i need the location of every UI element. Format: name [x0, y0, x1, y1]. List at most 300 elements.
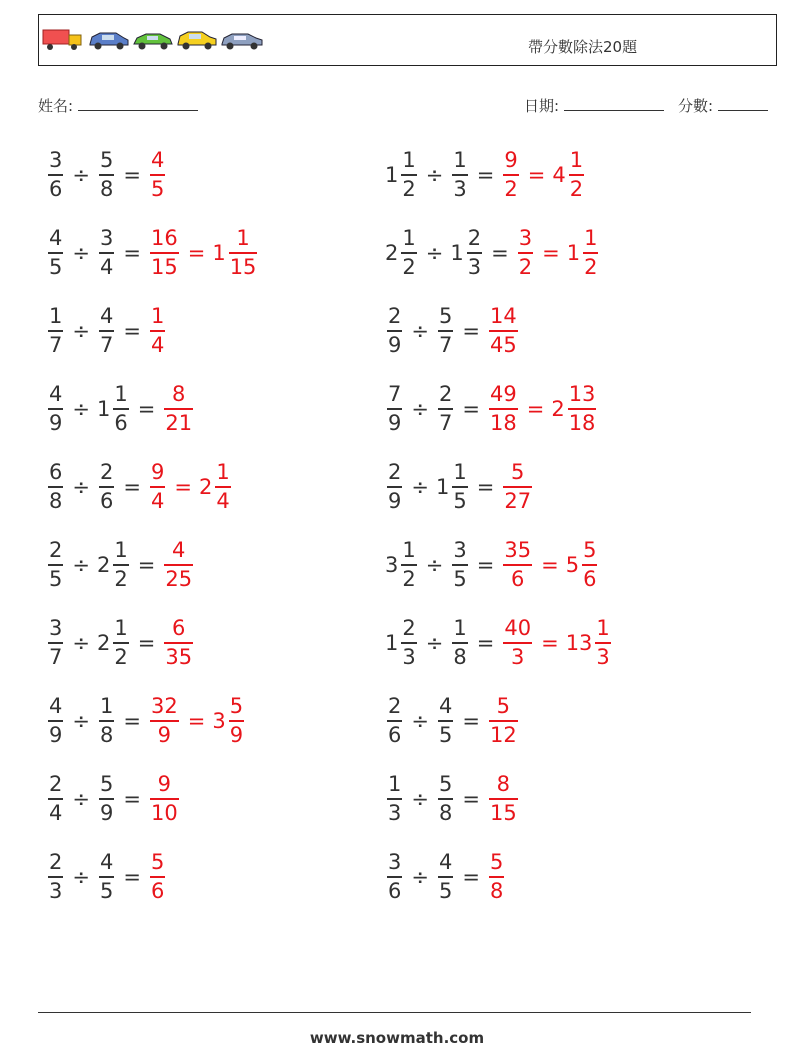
- answer-mixed-whole: 2: [198, 475, 213, 499]
- answer-mixed-fraction: [215, 462, 230, 512]
- dividend-group: [46, 384, 65, 434]
- answer-group: [148, 150, 167, 200]
- dividend-fraction: [48, 696, 63, 746]
- answer: [148, 852, 167, 902]
- answer-denominator: 3: [503, 642, 532, 668]
- problem-row: [385, 767, 520, 831]
- divisor-group: [450, 228, 484, 278]
- divisor-denominator: 7: [99, 330, 114, 356]
- dividend-numerator: 7: [388, 382, 402, 406]
- answer-denominator: 6: [503, 564, 532, 590]
- answer: [487, 696, 520, 746]
- divisor-group: [450, 540, 469, 590]
- dividend-fraction: [387, 696, 402, 746]
- answer-numerator: 4: [172, 538, 186, 562]
- answer-mixed-numerator: 1: [569, 148, 584, 172]
- problem-row: [46, 299, 167, 363]
- yellow-car-icon: [178, 32, 216, 50]
- divisor-numerator: 1: [453, 616, 467, 640]
- answer-numerator: 4: [150, 148, 165, 172]
- divide-sign: ÷: [72, 319, 90, 343]
- answer-fraction: [489, 696, 518, 746]
- problem-row: [46, 611, 195, 675]
- problem-row: [46, 143, 167, 207]
- green-car-icon: [134, 34, 172, 50]
- answer-fraction: [489, 852, 504, 902]
- answer-numerator: 9: [150, 460, 165, 484]
- dividend-whole: 1: [385, 631, 399, 655]
- divisor-whole: 2: [96, 631, 111, 655]
- answer-denominator: 18: [489, 408, 518, 434]
- divisor-numerator: 4: [438, 850, 453, 874]
- divisor-fraction: [467, 228, 482, 278]
- divisor-fraction: [99, 852, 114, 902]
- divisor-numerator: 1: [453, 148, 467, 172]
- name-line[interactable]: [78, 96, 198, 111]
- answer-fraction: [503, 540, 532, 590]
- answer-mixed-group: [552, 150, 586, 200]
- divisor-group: [436, 852, 455, 902]
- answer-group: [148, 228, 181, 278]
- problem-row: [385, 221, 600, 285]
- answer-group: [162, 540, 195, 590]
- equals-sign: =: [462, 709, 480, 733]
- answer: [501, 150, 586, 200]
- equals-sign: =: [123, 241, 141, 265]
- answer-mixed-denominator: 6: [582, 564, 597, 590]
- answer-group: [501, 150, 520, 200]
- answer: [162, 618, 195, 668]
- equals-sign: =: [476, 475, 495, 499]
- divisor-denominator: 5: [438, 720, 453, 746]
- dividend-denominator: 2: [401, 252, 416, 278]
- divisor-numerator: 1: [114, 538, 128, 562]
- dividend-numerator: 3: [388, 850, 402, 874]
- equals-sign: =: [137, 631, 156, 655]
- answer-mixed-denominator: 2: [583, 252, 598, 278]
- dividend-numerator: 4: [49, 226, 63, 250]
- dividend-group: [46, 696, 65, 746]
- answer-group: [148, 852, 167, 902]
- divisor-numerator: 5: [99, 148, 114, 172]
- answer-fraction: [164, 540, 193, 590]
- dividend-denominator: 2: [401, 564, 416, 590]
- divisor-fraction: [452, 618, 467, 668]
- answer-fraction: [503, 150, 518, 200]
- blue-car-icon: [90, 33, 128, 50]
- divisor-group: [97, 150, 116, 200]
- problem-row: [46, 767, 181, 831]
- problem-row: [46, 221, 259, 285]
- answer: [501, 462, 534, 512]
- answer-mixed-numerator: 13: [568, 382, 596, 406]
- divisor-denominator: 8: [452, 642, 467, 668]
- answer: [148, 228, 259, 278]
- divisor-denominator: 7: [438, 330, 453, 356]
- dividend-denominator: 4: [48, 798, 63, 824]
- dividend-fraction: [48, 384, 63, 434]
- answer-mixed-fraction: [229, 228, 258, 278]
- answer-group: [148, 462, 167, 512]
- dividend-numerator: 3: [49, 148, 63, 172]
- dividend-group: [385, 618, 419, 668]
- car-icons: [42, 26, 272, 56]
- answer-numerator: 3: [518, 226, 533, 250]
- dividend-fraction: [387, 852, 402, 902]
- divide-sign: ÷: [72, 865, 90, 889]
- divisor-numerator: 5: [99, 772, 114, 796]
- divisor-group: [450, 618, 469, 668]
- answer-mixed-fraction: [595, 618, 610, 668]
- answer-fraction: [503, 618, 532, 668]
- answer-denominator: 21: [164, 408, 193, 434]
- answer-group: [162, 618, 195, 668]
- answer: [148, 150, 167, 200]
- dividend-numerator: 4: [49, 382, 63, 406]
- dividend-group: [46, 462, 65, 512]
- divisor-fraction: [99, 462, 114, 512]
- divisor-group: [436, 384, 455, 434]
- answer-denominator: 4: [150, 486, 165, 512]
- answer-mixed-whole: 13: [565, 631, 593, 655]
- answer: [148, 306, 167, 356]
- answer-equals-sign: =: [187, 241, 206, 265]
- equals-sign: =: [123, 787, 141, 811]
- answer-group: [487, 696, 520, 746]
- date-line[interactable]: [564, 96, 664, 111]
- dividend-denominator: 2: [401, 174, 416, 200]
- dividend-fraction: [401, 228, 416, 278]
- answer: [516, 228, 601, 278]
- divisor-fraction: [438, 774, 453, 824]
- answer-mixed-denominator: 18: [568, 408, 597, 434]
- divisor-fraction: [99, 696, 114, 746]
- dividend-denominator: 9: [387, 330, 402, 356]
- answer-mixed-whole: 2: [551, 397, 565, 421]
- divide-sign: ÷: [411, 787, 429, 811]
- dividend-group: [385, 150, 419, 200]
- answer-mixed-group: [566, 618, 613, 668]
- equals-sign: =: [462, 865, 480, 889]
- problem-row: [385, 533, 599, 597]
- equals-sign: =: [123, 319, 141, 343]
- answer-numerator: 1: [150, 304, 165, 328]
- dividend-group: [385, 462, 404, 512]
- answer-fraction: [489, 384, 518, 434]
- answer-equals-sign: =: [542, 241, 560, 265]
- answer-group: [487, 306, 520, 356]
- equals-sign: =: [462, 397, 480, 421]
- answer-group: [516, 228, 535, 278]
- answer-mixed-numerator: 1: [216, 460, 230, 484]
- divisor-group: [97, 696, 116, 746]
- answer-group: [487, 852, 506, 902]
- answer-numerator: 40: [504, 616, 532, 640]
- dividend-numerator: 2: [388, 304, 402, 328]
- equals-sign: =: [476, 163, 495, 187]
- divisor-group: [450, 150, 469, 200]
- equals-sign: =: [491, 241, 509, 265]
- equals-sign: =: [137, 397, 156, 421]
- answer: [501, 540, 599, 590]
- answer-group: [501, 618, 534, 668]
- answer-mixed-whole: 1: [566, 241, 581, 265]
- divisor-group: [97, 306, 116, 356]
- equals-sign: =: [123, 709, 141, 733]
- divisor-numerator: 1: [99, 694, 114, 718]
- dividend-numerator: 2: [49, 772, 63, 796]
- answer-denominator: 2: [503, 174, 518, 200]
- dividend-group: [385, 228, 419, 278]
- divisor-group: [436, 462, 470, 512]
- dividend-fraction: [48, 852, 63, 902]
- divisor-fraction: [99, 228, 114, 278]
- divide-sign: ÷: [411, 397, 429, 421]
- divide-sign: ÷: [411, 865, 429, 889]
- answer-mixed-numerator: 1: [236, 226, 250, 250]
- answer: [487, 774, 520, 824]
- answer-mixed-denominator: 9: [229, 720, 244, 746]
- answer-fraction: [150, 150, 165, 200]
- dividend-fraction: [48, 462, 63, 512]
- divisor-group: [97, 462, 116, 512]
- divisor-whole: 1: [450, 241, 464, 265]
- answer-equals-sign: =: [526, 397, 545, 421]
- answer-group: [487, 384, 520, 434]
- answer-numerator: 5: [511, 460, 525, 484]
- dividend-fraction: [401, 618, 416, 668]
- divide-sign: ÷: [72, 163, 90, 187]
- answer-denominator: 9: [150, 720, 179, 746]
- answer-mixed-group: [199, 462, 233, 512]
- date-field: [524, 95, 664, 116]
- answer-denominator: 15: [150, 252, 179, 278]
- divide-sign: ÷: [425, 241, 444, 265]
- equals-sign: =: [462, 319, 480, 343]
- answer: [148, 462, 233, 512]
- answer-numerator: 16: [150, 226, 178, 250]
- answer-denominator: 5: [150, 174, 165, 200]
- problem-row: [385, 689, 520, 753]
- divisor-numerator: 4: [99, 304, 114, 328]
- answer-mixed-fraction: [569, 150, 584, 200]
- answer-denominator: 45: [489, 330, 518, 356]
- dividend-numerator: 2: [388, 694, 402, 718]
- divisor-group: [97, 774, 116, 824]
- dividend-fraction: [48, 540, 63, 590]
- divisor-denominator: 3: [467, 252, 482, 278]
- answer-fraction: [164, 384, 193, 434]
- problem-row: [385, 143, 586, 207]
- answer-numerator: 14: [489, 304, 517, 328]
- name-label: 姓名:: [38, 97, 74, 115]
- answer-group: [501, 462, 534, 512]
- divide-sign: ÷: [72, 631, 90, 655]
- answer-mixed-group: [566, 540, 600, 590]
- answer-fraction: [150, 774, 179, 824]
- answer-equals-sign: =: [174, 475, 192, 499]
- dividend-group: [46, 852, 65, 902]
- gray-car-icon: [222, 34, 262, 50]
- divisor-denominator: 8: [438, 798, 453, 824]
- dividend-group: [46, 150, 65, 200]
- answer: [162, 384, 195, 434]
- dividend-group: [385, 852, 404, 902]
- answer: [487, 852, 506, 902]
- dividend-numerator: 3: [49, 616, 63, 640]
- divisor-numerator: 3: [99, 226, 114, 250]
- dividend-fraction: [48, 306, 63, 356]
- divisor-whole: 2: [96, 553, 111, 577]
- dividend-fraction: [48, 228, 63, 278]
- dividend-numerator: 2: [49, 538, 63, 562]
- answer-fraction: [164, 618, 193, 668]
- divisor-numerator: 1: [114, 382, 128, 406]
- answer-mixed-whole: 4: [552, 163, 566, 187]
- answer-fraction: [150, 852, 165, 902]
- divisor-fraction: [99, 150, 114, 200]
- answer-fraction: [489, 306, 518, 356]
- divide-sign: ÷: [72, 709, 90, 733]
- dividend-denominator: 5: [48, 252, 63, 278]
- dividend-denominator: 5: [48, 564, 63, 590]
- divisor-numerator: 2: [438, 382, 453, 406]
- divisor-whole: 1: [435, 475, 450, 499]
- problem-row: [46, 455, 233, 519]
- answer-fraction: [489, 774, 518, 824]
- answer-numerator: 6: [172, 616, 186, 640]
- dividend-numerator: 2: [402, 616, 416, 640]
- dividend-denominator: 6: [48, 174, 63, 200]
- dividend-fraction: [387, 306, 402, 356]
- divisor-group: [97, 228, 116, 278]
- answer-mixed-whole: 5: [565, 553, 580, 577]
- answer-fraction: [150, 306, 165, 356]
- dividend-numerator: 1: [388, 772, 402, 796]
- divisor-numerator: 5: [438, 772, 453, 796]
- answer-denominator: 12: [489, 720, 518, 746]
- divisor-denominator: 2: [113, 642, 128, 668]
- answer-mixed-denominator: 4: [215, 486, 230, 512]
- dividend-fraction: [48, 150, 63, 200]
- answer-numerator: 32: [150, 694, 178, 718]
- dividend-whole: 2: [385, 241, 399, 265]
- dividend-denominator: 3: [48, 876, 63, 902]
- dividend-denominator: 9: [48, 720, 63, 746]
- dividend-denominator: 9: [387, 408, 402, 434]
- divisor-numerator: 2: [99, 460, 114, 484]
- divisor-group: [97, 852, 116, 902]
- problem-row: [46, 533, 195, 597]
- score-line[interactable]: [718, 96, 768, 111]
- divisor-fraction: [452, 462, 467, 512]
- divisor-numerator: 3: [453, 538, 467, 562]
- answer-group: [162, 384, 195, 434]
- divisor-denominator: 5: [452, 486, 467, 512]
- dividend-group: [385, 696, 404, 746]
- divisor-group: [97, 384, 131, 434]
- divisor-fraction: [113, 540, 128, 590]
- answer-denominator: 2: [518, 252, 533, 278]
- answer-mixed-whole: 1: [212, 241, 226, 265]
- dividend-group: [46, 228, 65, 278]
- dividend-numerator: 2: [388, 460, 402, 484]
- answer-numerator: 8: [496, 772, 511, 796]
- dividend-group: [46, 540, 65, 590]
- divisor-group: [436, 306, 455, 356]
- answer-mixed-denominator: 3: [595, 642, 610, 668]
- divisor-fraction: [99, 774, 114, 824]
- divisor-denominator: 7: [438, 408, 453, 434]
- answer-numerator: 5: [496, 694, 511, 718]
- dividend-numerator: 1: [402, 226, 416, 250]
- dividend-denominator: 3: [401, 642, 416, 668]
- problem-row: [385, 377, 598, 441]
- answer-mixed-denominator: 2: [569, 174, 584, 200]
- footer-divider: [38, 1012, 751, 1013]
- answer-fraction: [518, 228, 533, 278]
- dividend-fraction: [401, 150, 416, 200]
- answer-mixed-numerator: 1: [596, 616, 610, 640]
- truck-icon: [43, 30, 81, 50]
- answer-numerator: 49: [489, 382, 517, 406]
- dividend-whole: 3: [385, 553, 399, 577]
- divisor-numerator: 1: [453, 460, 467, 484]
- dividend-group: [385, 306, 404, 356]
- worksheet-title: 帶分數除法20題: [528, 38, 638, 56]
- equals-sign: =: [123, 865, 141, 889]
- answer-fraction: [150, 462, 165, 512]
- divide-sign: ÷: [72, 787, 90, 811]
- dividend-denominator: 3: [387, 798, 402, 824]
- dividend-fraction: [48, 774, 63, 824]
- divisor-numerator: 1: [114, 616, 128, 640]
- answer-group: [148, 306, 167, 356]
- divide-sign: ÷: [425, 631, 444, 655]
- dividend-denominator: 9: [387, 486, 402, 512]
- answer-numerator: 35: [504, 538, 532, 562]
- equals-sign: =: [123, 475, 141, 499]
- divide-sign: ÷: [411, 319, 429, 343]
- answer-mixed-fraction: [583, 228, 598, 278]
- dividend-fraction: [401, 540, 416, 590]
- answer-numerator: 9: [504, 148, 518, 172]
- divisor-fraction: [438, 384, 453, 434]
- dividend-numerator: 1: [49, 304, 63, 328]
- answer-numerator: 5: [150, 850, 165, 874]
- answer-denominator: 15: [489, 798, 518, 824]
- dividend-fraction: [48, 618, 63, 668]
- divisor-denominator: 6: [113, 408, 128, 434]
- dividend-denominator: 7: [48, 642, 63, 668]
- answer-denominator: 8: [489, 876, 504, 902]
- answer-group: [148, 696, 181, 746]
- divisor-denominator: 2: [113, 564, 128, 590]
- answer-mixed-fraction: [568, 384, 597, 434]
- divide-sign: ÷: [72, 553, 90, 577]
- dividend-group: [46, 774, 65, 824]
- answer-group: [487, 774, 520, 824]
- answer-mixed-numerator: 1: [584, 226, 598, 250]
- divisor-denominator: 3: [452, 174, 467, 200]
- divisor-denominator: 6: [99, 486, 114, 512]
- divide-sign: ÷: [411, 475, 429, 499]
- divisor-numerator: 4: [99, 850, 114, 874]
- name-field: [38, 95, 198, 116]
- divisor-denominator: 5: [452, 564, 467, 590]
- dividend-denominator: 8: [48, 486, 63, 512]
- answer-equals-sign: =: [541, 631, 559, 655]
